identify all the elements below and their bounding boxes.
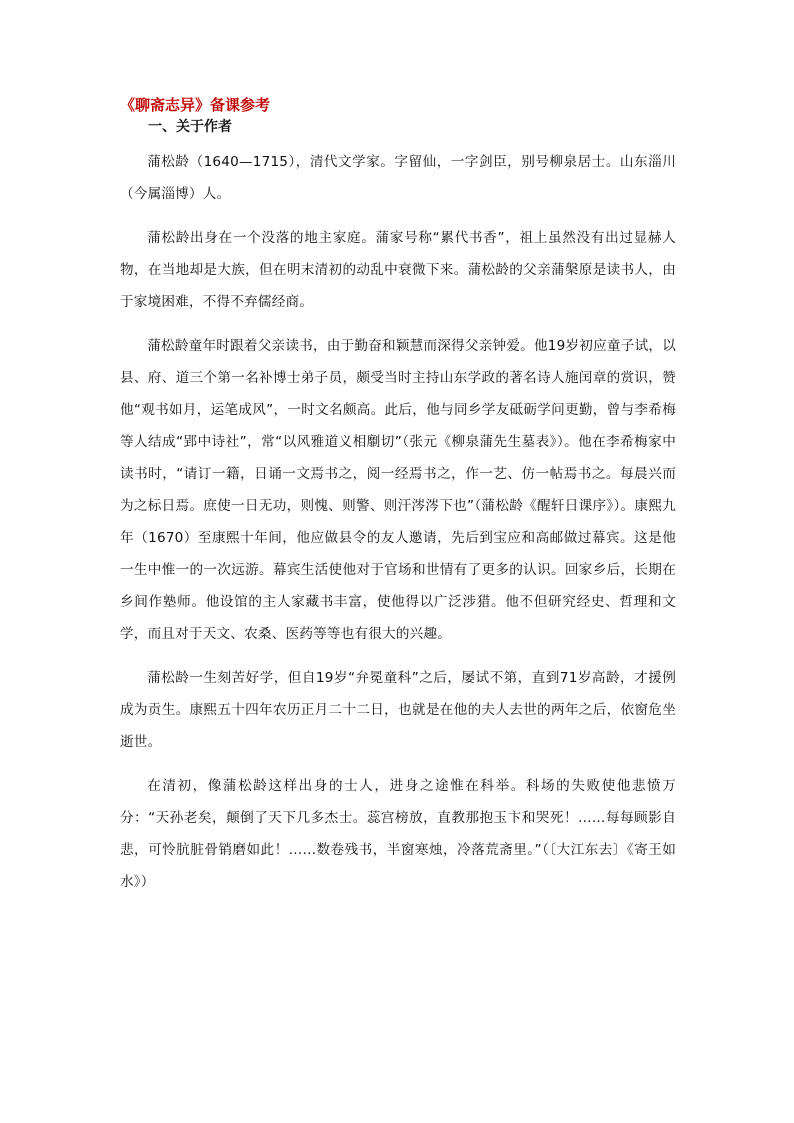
document-body xyxy=(120,146,676,898)
paragraph-3: 蒲松龄童年时跟着父亲读书，由于勤奋和颖慧而深得父亲钟爱。他19岁初应童子试，以县、府、道三个第一名补博士弟子员，颇受当时主持山东学政的著名诗人施闰章的赏识，赞他“观书如月，运笔成风”，一时文名颇高。此后，他与同乡学友砥砺学问更勤，曾与李希梅等人结成“郢中诗社”，常“以风雅道义相劘切”（张元《柳泉蒲先生墓表》）。他在李希梅家中读书时，“请订一籍，日诵一文焉书之，阅一经焉书之，作一艺、仿一帖焉书之。每晨兴而为之标日焉。庶使一日无功，则愧、则警、则汗涔涔下也”（蒲松龄《醒轩日课序》）。康熙九年（1670）至康熙十年间，他应做县令的友人邀请，先后到宝应和高邮做过幕宾。这是他一生中惟一的一次远游。幕宾生活使他对于官场和世情有了更多的认识。回家乡后，长期在乡间作塾师。他设馆的主人家藏书丰富，使他得以广泛涉猎。他不但研究经史、哲理和文学，而且对于天文、农桑、医药等等也有很大的兴趣。 xyxy=(120,338,676,642)
paragraph-2: 蒲松龄出身在一个没落的地主家庭。蒲家号称“累代书香”，祖上虽然没有出过显赫人物，在当地却是大族，但在明末清初的动乱中衰微下来。蒲松龄的父亲蒲槃原是读书人，由于家境困难，不得不弃儒经商。 xyxy=(120,230,676,310)
paragraph-4: 蒲松龄一生刻苦好学，但自19岁“弁冕童科”之后，屡试不第，直到71岁高龄，才援例成为贡生。康熙五十四年农历正月二十二日，也就是在他的夫人去世的两年之后，依窗危坐逝世。 xyxy=(120,670,676,750)
document-title: 《聊斋志异》备课参考 xyxy=(120,96,271,114)
section-heading: 一、关于作者 xyxy=(148,119,232,135)
paragraph-1: 蒲松龄（1640—1715），清代文学家。字留仙，一字剑臣，别号柳泉居士。山东淄川（今属淄博）人。 xyxy=(120,154,676,202)
paragraph-5: 在清初，像蒲松龄这样出身的士人，进身之途惟在科举。科场的失败使他悲愤万分：“天孙老矣，颠倒了天下几多杰士。蕊宫榜放，直教那抱玉卞和哭死！……每每顾影自悲，可怜肮脏骨销磨如此！……数卷残书，半窗寒烛，冷落荒斋里。”（〔大江东去〕《寄王如水》） xyxy=(120,778,676,890)
